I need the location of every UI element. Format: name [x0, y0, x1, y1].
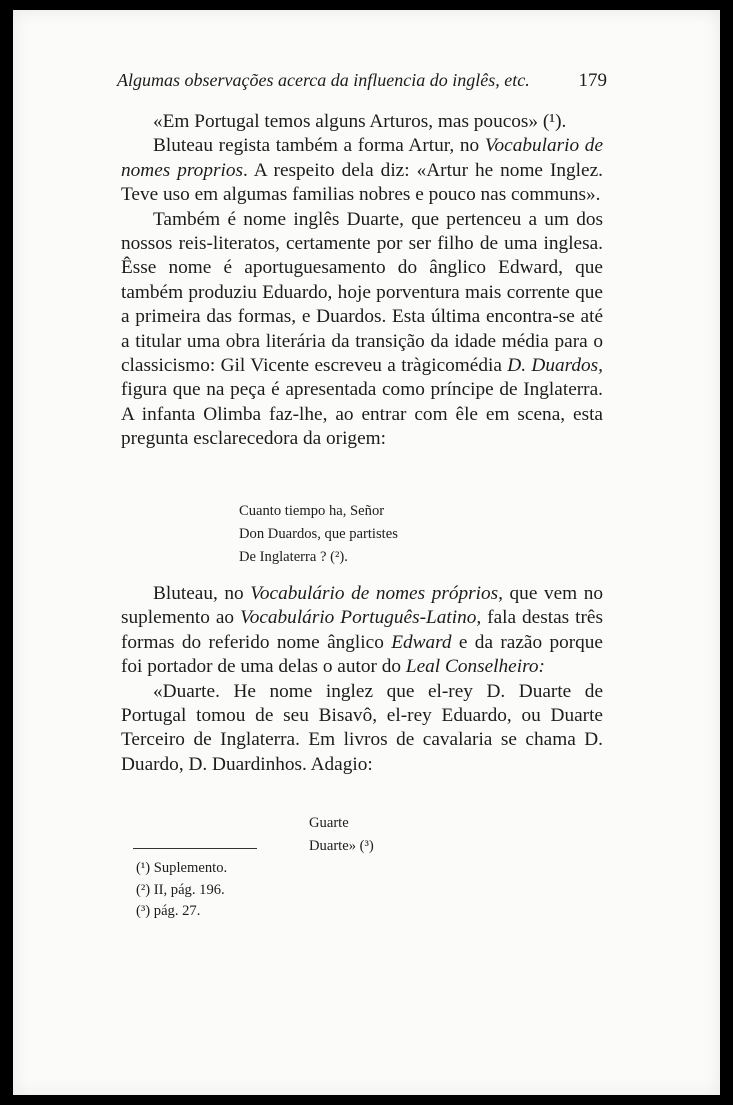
running-title: Algumas observações acerca da influencia do inglês, etc. [117, 70, 530, 90]
page-number: 179 [578, 70, 607, 91]
text-run: Bluteau, no [153, 583, 251, 604]
verse-line: Don Duardos, que partistes [239, 526, 398, 542]
footnote-mark: (²) [136, 881, 151, 898]
verse-quote-1 [239, 500, 398, 569]
verse-line: Cuanto tiempo ha, Señor [239, 503, 385, 519]
play-title: D. Duardos, [507, 355, 603, 377]
main-text [121, 110, 603, 452]
footnote-divider [133, 848, 257, 849]
paragraph-5: «Duarte. He nome inglez que el-rey D. Duarte de Portugal tomou de seu Bisavô, el-rey Eduardo, ou Duarte Terceiro de Inglaterra. Em livros de cavalaria se chama D. Duardo, D. Duardinhos. Adagio: [121, 680, 603, 775]
paragraph-1: «Em Portugal temos alguns Arturos, mas poucos» (¹). [153, 111, 567, 132]
footnotes [136, 858, 227, 923]
book-title: Vocabulário Português-Latino, [240, 607, 482, 629]
footnote-text: Suplemento. [153, 860, 228, 876]
text-run: . A respeito dela diz: «Artur he nome Inglez. Teve uso em algumas familias nobres e pouco nas communs». [121, 159, 603, 206]
book-title: Vocabulario de nomes proprios [121, 135, 603, 181]
paragraph-4 [121, 582, 603, 680]
footnote-1 [136, 858, 227, 880]
footnote-mark: (¹) [136, 860, 151, 876]
running-header [117, 70, 607, 91]
text-run: e da razão porque foi portador de uma delas o autor do [121, 631, 603, 678]
paragraph-2 [121, 134, 603, 207]
name-emphasis: Edward [391, 631, 452, 653]
verse-line: Duarte» (³) [309, 838, 374, 854]
book-title: Leal Conselheiro: [405, 656, 545, 678]
verse-quote-2 [309, 812, 374, 858]
verse-line: De Inglaterra ? (²). [239, 549, 348, 565]
footnote-text: pág. 27. [153, 903, 201, 919]
paragraph-3 [121, 208, 603, 452]
footnote-mark: (³) [136, 903, 151, 919]
text-run: fala destas três formas do referido nome ânglico [121, 607, 603, 653]
footnote-text: II, pág. 196. [153, 881, 225, 898]
book-title: Vocabulário de nomes próprios, [250, 583, 503, 604]
text-run: Também é nome inglês Duarte, que pertenceu a um dos nossos reis-literatos, certamente por ser filho de uma inglesa. Êsse nome é aportuguesamento do ânglico Edward, que também produziu Eduardo, hoje porventura mais corrente que a primeira das formas, e Duardos. Esta última encontra-se até a titular uma obra literária da transição da idade média para o classicismo: Gil Vicente escreveu a tràgicomédia [121, 208, 603, 377]
footnote-3 [136, 901, 227, 923]
text-run: Bluteau regista também a forma Artur, no [153, 135, 485, 157]
book-page [13, 10, 720, 1095]
verse-line: Guarte [309, 815, 349, 831]
text-run: que vem no suplemento ao [121, 583, 604, 629]
footnote-2 [136, 880, 227, 902]
text-run: figura que na peça é apresentada como príncipe de Inglaterra. A infanta Olimba faz-lhe, ao entrar com êle em scena, esta pregunta esclarecedora da origem: [121, 379, 603, 450]
main-text-continued [121, 582, 603, 777]
